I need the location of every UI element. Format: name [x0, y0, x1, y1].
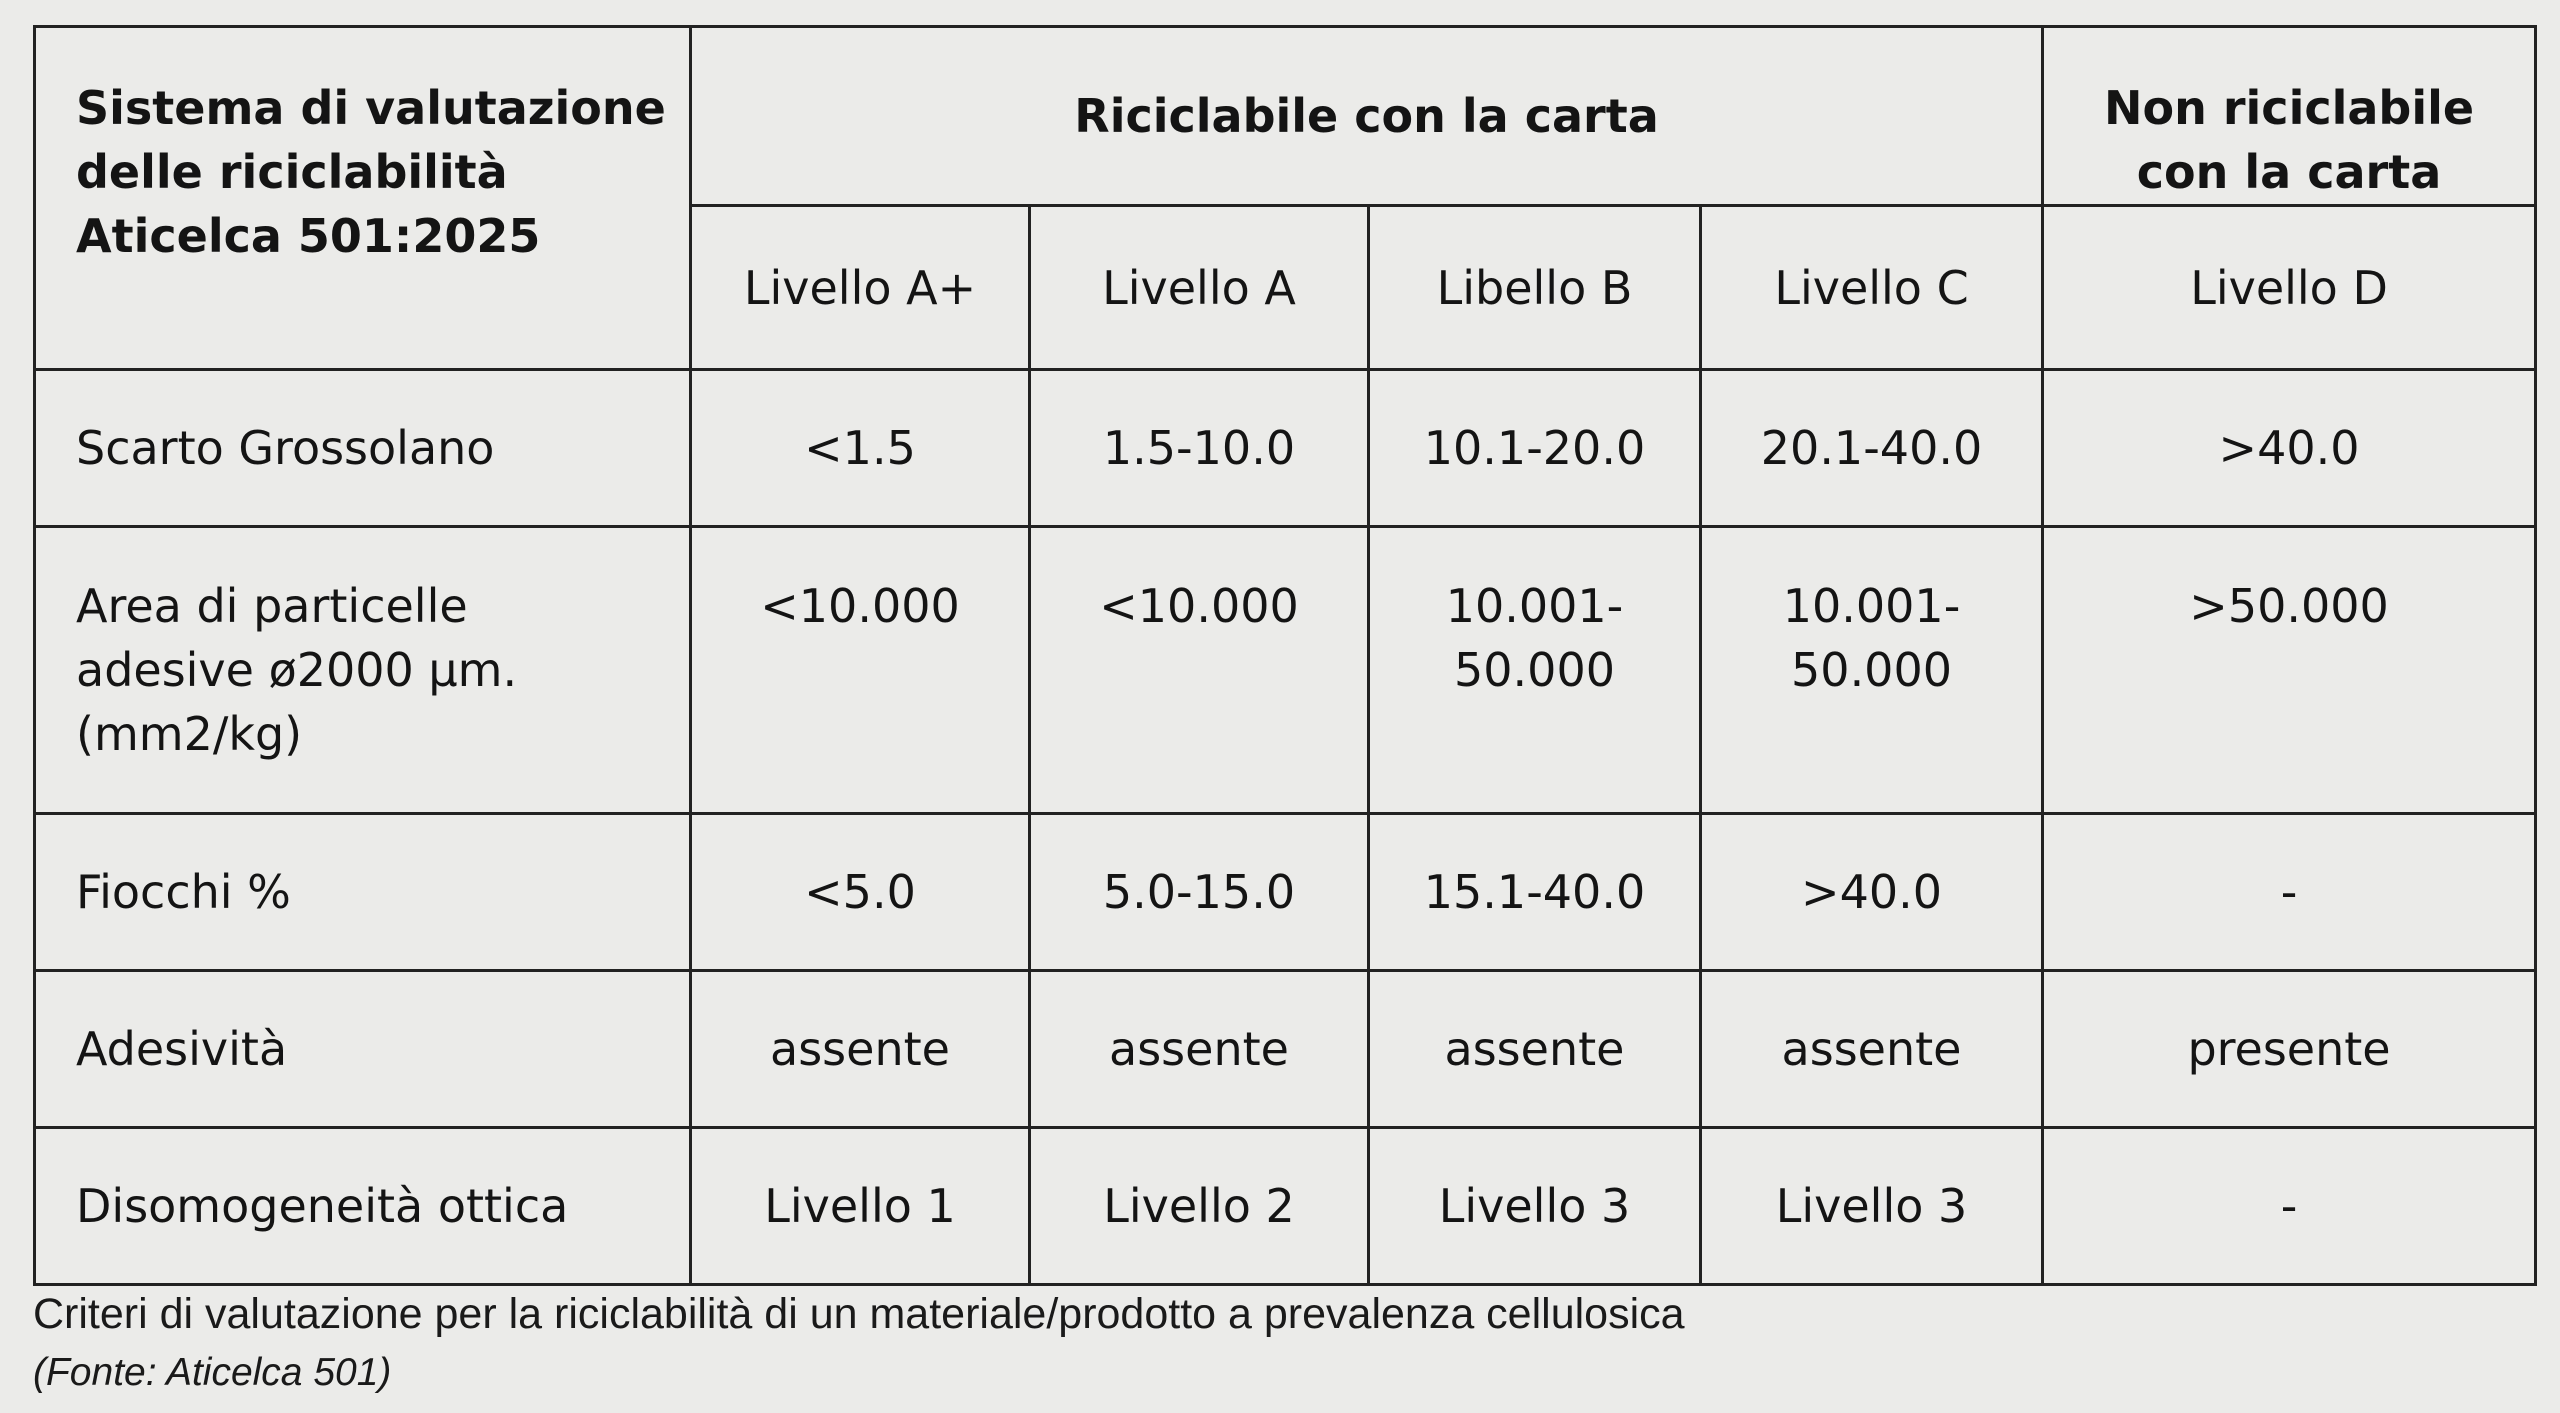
cell-text: 50.000: [1454, 643, 1615, 697]
level-header-a-plus: Livello A+: [691, 206, 1030, 370]
cell-text: -: [2280, 1179, 2298, 1233]
row-label-adesivita: [35, 971, 691, 1128]
group-header-recyclable: Riciclabile con la carta: [691, 27, 2043, 206]
recyclability-table: [33, 25, 2537, 1286]
table-cell: [1030, 527, 1369, 814]
table-corner-header: [35, 27, 691, 370]
table-cell: [691, 527, 1030, 814]
cell-text: Livello 1: [764, 1179, 956, 1233]
row-label-text: Scarto Grossolano: [76, 421, 495, 475]
table-cell: [1701, 370, 2043, 527]
cell-text: <5.0: [804, 865, 916, 919]
row-label-area-particelle: [35, 527, 691, 814]
cell-text: assente: [1444, 1022, 1625, 1076]
cell-text: >40.0: [1801, 865, 1942, 919]
cell-text: 20.1-40.0: [1760, 421, 1983, 475]
row-label-fiocchi: [35, 814, 691, 971]
cell-text: assente: [770, 1022, 950, 1076]
row-label-text: Fiocchi %: [76, 865, 291, 919]
table-cell: [1369, 370, 1701, 527]
table-caption: Criteri di valutazione per la riciclabilità di un materiale/prodotto a prevalenza cellulosica: [33, 1290, 1685, 1338]
cell-text: <1.5: [804, 421, 916, 475]
level-header-d: Livello D: [2043, 206, 2536, 370]
table-cell: [691, 1128, 1030, 1285]
cell-text: 5.0-15.0: [1102, 865, 1296, 919]
table-cell: [691, 370, 1030, 527]
table-cell: [1701, 814, 2043, 971]
cell-text: Livello 3: [1775, 1179, 1968, 1233]
cell-text: >50.000: [2189, 579, 2389, 633]
table-row: [35, 1128, 2536, 1285]
table-cell: [691, 814, 1030, 971]
cell-text: -: [2280, 865, 2298, 919]
cell-text: presente: [2187, 1022, 2391, 1076]
cell-text: assente: [1109, 1022, 1289, 1076]
table-cell: [2043, 814, 2536, 971]
group-non-recyclable-line-2: con la carta: [2136, 145, 2442, 199]
table-cell: [691, 971, 1030, 1128]
row-label-text: Disomogeneità ottica: [76, 1179, 569, 1233]
level-header-b: Libello B: [1369, 206, 1701, 370]
table-cell: [1030, 370, 1369, 527]
table-row: [35, 370, 2536, 527]
cell-text: >40.0: [2218, 421, 2360, 475]
header-main-line-3: Aticelca 501:2025: [76, 209, 541, 263]
group-non-recyclable-line-1: Non riciclabile: [2103, 81, 2475, 135]
level-header-c: Livello C: [1701, 206, 2043, 370]
table-cell: [1030, 971, 1369, 1128]
row-label-scarto: [35, 370, 691, 527]
table-cell: [1701, 527, 2043, 814]
row-label-text: Area di particelle: [76, 579, 468, 633]
table-cell: [2043, 1128, 2536, 1285]
row-label-text: (mm2/kg): [76, 707, 303, 761]
cell-text: assente: [1781, 1022, 1962, 1076]
cell-text: 15.1-40.0: [1423, 865, 1646, 919]
group-header-non-recyclable: [2043, 27, 2536, 206]
table-cell: [1701, 971, 2043, 1128]
table-row: [35, 971, 2536, 1128]
cell-text: Livello 3: [1438, 1179, 1631, 1233]
row-label-text: adesive ø2000 μm.: [76, 643, 518, 697]
table-cell: [1030, 1128, 1369, 1285]
level-header-a: Livello A: [1030, 206, 1369, 370]
source-note: (Fonte: Aticelca 501): [33, 1351, 392, 1394]
table-row: [35, 814, 2536, 971]
cell-text: 10.001-: [1782, 579, 1961, 633]
cell-text: 1.5-10.0: [1102, 421, 1296, 475]
table-cell: [1701, 1128, 2043, 1285]
row-label-text: Adesività: [76, 1022, 288, 1076]
table-cell: [2043, 370, 2536, 527]
cell-text: <10.000: [760, 579, 960, 633]
header-main-line-2: delle riciclabilità: [76, 145, 508, 199]
cell-text: <10.000: [1099, 579, 1299, 633]
table-row: [35, 527, 2536, 814]
cell-text: Livello 2: [1103, 1179, 1295, 1233]
table-cell: [1369, 1128, 1701, 1285]
row-label-disomogeneita: [35, 1128, 691, 1285]
table-cell: [2043, 971, 2536, 1128]
table-cell: [1369, 527, 1701, 814]
cell-text: 10.1-20.0: [1423, 421, 1646, 475]
cell-text: 10.001-: [1445, 579, 1624, 633]
header-main-line-1: Sistema di valutazione: [76, 81, 666, 135]
table-cell: [1030, 814, 1369, 971]
table-cell: [1369, 971, 1701, 1128]
cell-text: 50.000: [1791, 643, 1952, 697]
table-cell: [2043, 527, 2536, 814]
table-cell: [1369, 814, 1701, 971]
